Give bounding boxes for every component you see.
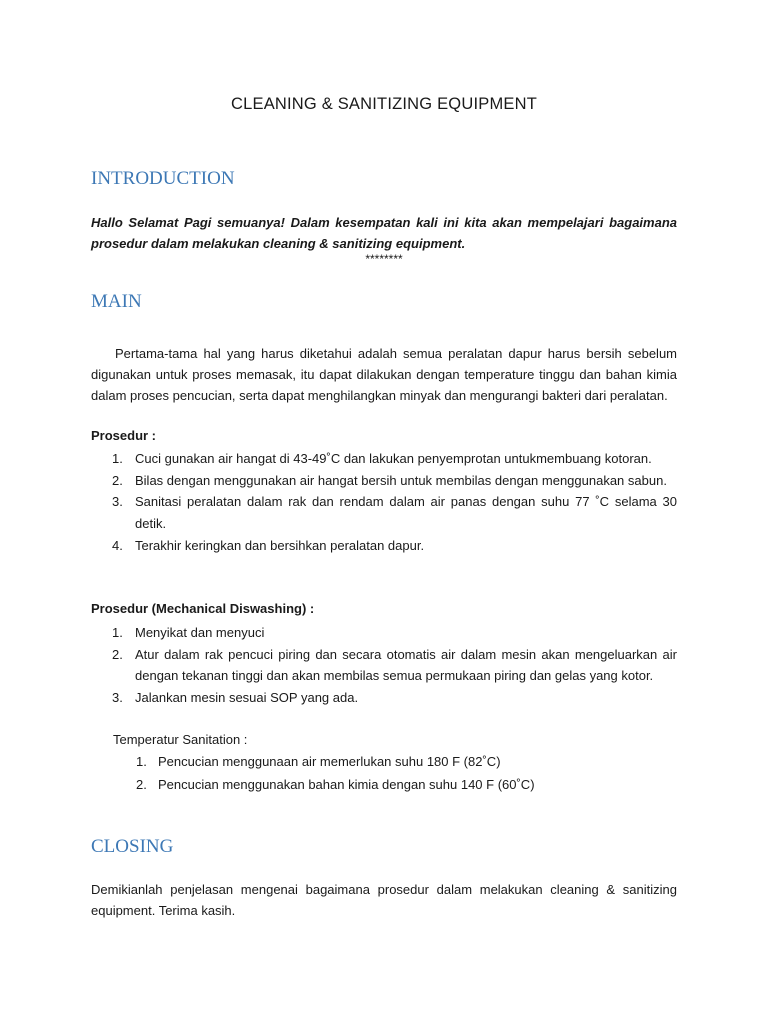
list-item: 1. Menyikat dan menyuci <box>112 625 265 640</box>
temperatur-list <box>113 751 673 796</box>
list-item: 3. Sanitasi peralatan dalam rak dan rendam dalam air panas dengan suhu 77 ˚C selama 30 detik. <box>112 494 677 532</box>
list-item: 2. Pencucian menggunakan bahan kimia dengan suhu 140 F (60˚C) <box>136 776 535 792</box>
introduction-heading: INTRODUCTION <box>91 168 235 189</box>
introduction-text: Hallo Selamat Pagi semuanya! Dalam kesempatan kali ini kita akan mempelajari bagaimana prosedur dalam melakukan cleaning & sanitizing equipment. <box>91 215 677 251</box>
list-item: 1. Cuci gunakan air hangat di 43-49˚C dan lakukan penyemprotan untukmembuang kotoran. <box>112 451 652 466</box>
main-heading: MAIN <box>91 291 142 312</box>
list-item: 1. Pencucian menggunaan air memerlukan suhu 180 F (82˚C) <box>136 754 501 769</box>
separator: ******** <box>365 252 403 266</box>
list-item: 4. Terakhir keringkan dan bersihkan peralatan dapur. <box>112 537 425 553</box>
main-paragraph: Pertama-tama hal yang harus diketahui adalah semua peralatan dapur harus bersih sebelum digunakan untuk proses memasak, itu dapat dilakukan dengan temperature tinggu dan bahan kimia dalam proses pencucian, serta dapat menghilangkan minyak dan mengurangi bakteri dari peralatan. <box>91 346 677 403</box>
closing-text: Demikianlah penjelasan mengenai bagaimana prosedur dalam melakukan cleaning & sanitizing equipment. Terima kasih. <box>91 882 677 918</box>
prosedur-list <box>91 448 677 557</box>
mechanical-prosedur-label: Prosedur (Mechanical Diswashing) : <box>91 601 315 616</box>
prosedur-label: Prosedur : <box>91 428 157 443</box>
temperatur-label: Temperatur Sanitation : <box>113 732 248 747</box>
list-item: 2. Atur dalam rak pencuci piring dan secara otomatis air dalam mesin akan mengeluarkan air dengan tekanan tinggi dan akan membilas semua permukaan piring dan gelas yang kotor. <box>112 646 677 684</box>
document-title: CLEANING & SANITIZING EQUIPMENT <box>231 95 537 113</box>
mechanical-list <box>91 622 677 709</box>
list-item: 3. Jalankan mesin sesuai SOP yang ada. <box>112 690 359 706</box>
closing-heading: CLOSING <box>91 836 174 857</box>
list-item: 2. Bilas dengan menggunakan air hangat bersih untuk membilas dengan menggunakan sabun. <box>112 472 667 488</box>
